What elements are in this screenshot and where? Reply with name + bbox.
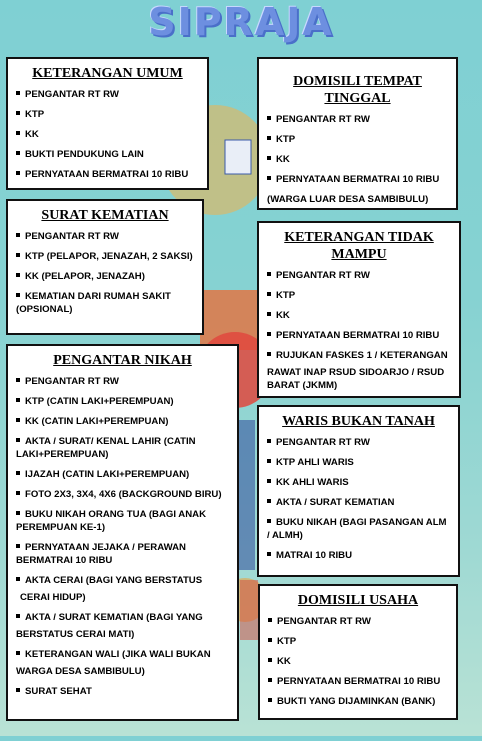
card-pengantar-nikah bbox=[6, 344, 239, 721]
list-item: AKTA / SURAT KEMATIAN (BAGI YANG bbox=[16, 611, 229, 624]
bullet-icon bbox=[267, 499, 271, 503]
bullet-icon bbox=[16, 577, 20, 581]
requirements-list bbox=[16, 375, 229, 698]
bullet-icon bbox=[16, 233, 20, 237]
card-heading: PENGANTAR NIKAH bbox=[53, 353, 192, 368]
list-item: PENGANTAR RT RW bbox=[16, 375, 229, 388]
card-heading: SURAT KEMATIAN bbox=[41, 208, 169, 223]
bullet-icon bbox=[267, 312, 271, 316]
requirements-list bbox=[16, 230, 194, 316]
bullet-icon bbox=[16, 378, 20, 382]
list-item: BUKU NIKAH (BAGI PASANGAN ALM / ALMH) bbox=[267, 517, 447, 541]
bullet-icon bbox=[267, 136, 271, 140]
list-item: KK (PELAPOR, JENAZAH) bbox=[16, 270, 194, 283]
list-item: IJAZAH (CATIN LAKI+PEREMPUAN) bbox=[16, 468, 229, 481]
card-heading: KETERANGAN UMUM bbox=[32, 66, 183, 81]
bullet-icon bbox=[16, 438, 20, 442]
bullet-icon bbox=[16, 151, 20, 155]
list-item-continuation: RAWAT INAP RSUD SIDOARJO / RSUD BARAT (JKMM) bbox=[267, 367, 445, 391]
list-item-continuation: BERSTATUS CERAI MATI) bbox=[16, 629, 135, 640]
bullet-icon bbox=[267, 439, 271, 443]
bullet-icon bbox=[16, 253, 20, 257]
bullet-icon bbox=[16, 651, 20, 655]
card-heading: KETERANGAN TIDAK MAMPU bbox=[284, 230, 434, 262]
card-heading: DOMISILI USAHA bbox=[297, 593, 419, 608]
list-item: KK bbox=[16, 128, 199, 141]
list-item: PENGANTAR RT RW bbox=[267, 269, 451, 282]
list-item: KK bbox=[267, 153, 448, 166]
list-item: KK bbox=[268, 655, 448, 668]
bullet-icon bbox=[268, 658, 272, 662]
list-item: FOTO 2X3, 3X4, 4X6 (BACKGROUND BIRU) bbox=[16, 488, 229, 501]
list-item-continuation: WARGA DESA SAMBIBULU) bbox=[16, 666, 145, 677]
list-item: KK (CATIN LAKI+PEREMPUAN) bbox=[16, 415, 229, 428]
card-keterangan-tidak-mampu bbox=[257, 221, 461, 398]
bullet-icon bbox=[16, 491, 20, 495]
list-item: KTP bbox=[16, 108, 199, 121]
list-item: PERNYATAAN JEJAKA / PERAWAN BERMATRAI 10 RIBU bbox=[16, 542, 186, 566]
list-item: KTP bbox=[267, 289, 451, 302]
list-item: PENGANTAR RT RW bbox=[268, 615, 448, 628]
list-item: SURAT SEHAT bbox=[16, 685, 229, 698]
list-item: KETERANGAN WALI (JIKA WALI BUKAN bbox=[16, 648, 229, 661]
list-item: KTP (PELAPOR, JENAZAH, 2 SAKSI) bbox=[16, 250, 194, 263]
list-item: PERNYATAAN BERMATRAI 10 RIBU bbox=[16, 168, 199, 181]
bullet-icon bbox=[268, 618, 272, 622]
list-item: PERNYATAAN BERMATRAI 10 RIBU bbox=[268, 675, 448, 688]
bullet-icon bbox=[16, 511, 20, 515]
card-waris-bukan-tanah bbox=[257, 405, 460, 577]
list-item: PERNYATAAN BERMATRAI 10 RIBU bbox=[267, 173, 448, 186]
list-item-continuation: (WARGA LUAR DESA SAMBIBULU) bbox=[267, 194, 429, 205]
bullet-icon bbox=[267, 292, 271, 296]
bullet-icon bbox=[16, 544, 20, 548]
page-title: SIPRAJA bbox=[148, 0, 334, 44]
list-item-continuation: CERAI HIDUP) bbox=[20, 592, 86, 603]
bullet-icon bbox=[16, 418, 20, 422]
bullet-icon bbox=[16, 111, 20, 115]
bullet-icon bbox=[16, 688, 20, 692]
list-item: BUKTI YANG DIJAMINKAN (BANK) bbox=[268, 695, 448, 708]
list-item: RUJUKAN FASKES 1 / KETERANGAN bbox=[267, 349, 451, 362]
bullet-icon bbox=[267, 352, 271, 356]
bullet-icon bbox=[16, 293, 20, 297]
bullet-icon bbox=[267, 479, 271, 483]
list-item: PENGANTAR RT RW bbox=[267, 436, 450, 449]
list-item: KK bbox=[267, 309, 451, 322]
bullet-icon bbox=[267, 459, 271, 463]
list-item: KEMATIAN DARI RUMAH SAKIT (OPSIONAL) bbox=[16, 291, 171, 315]
bullet-icon bbox=[268, 638, 272, 642]
bullet-icon bbox=[16, 471, 20, 475]
list-item: KTP bbox=[267, 133, 448, 146]
bullet-icon bbox=[268, 698, 272, 702]
bullet-icon bbox=[16, 131, 20, 135]
list-item: AKTA / SURAT KEMATIAN bbox=[267, 496, 450, 509]
list-item: KK AHLI WARIS bbox=[267, 476, 450, 489]
bullet-icon bbox=[267, 272, 271, 276]
requirements-list bbox=[267, 113, 448, 206]
list-item: PENGANTAR RT RW bbox=[16, 88, 199, 101]
list-item: AKTA / SURAT/ KENAL LAHIR (CATIN LAKI+PEREMPUAN) bbox=[16, 436, 196, 460]
list-item: KTP AHLI WARIS bbox=[267, 456, 450, 469]
list-item: AKTA CERAI (BAGI YANG BERSTATUS bbox=[16, 574, 229, 587]
bullet-icon bbox=[267, 176, 271, 180]
bullet-icon bbox=[267, 519, 271, 523]
card-keterangan-umum bbox=[6, 57, 209, 190]
card-surat-kematian bbox=[6, 199, 204, 335]
list-item: MATRAI 10 RIBU bbox=[267, 549, 450, 562]
requirements-list bbox=[267, 269, 451, 392]
bullet-icon bbox=[267, 332, 271, 336]
list-item: KTP (CATIN LAKI+PEREMPUAN) bbox=[16, 395, 229, 408]
requirements-list bbox=[16, 88, 199, 181]
bullet-icon bbox=[267, 156, 271, 160]
card-heading: WARIS BUKAN TANAH bbox=[282, 414, 435, 429]
list-item: PENGANTAR RT RW bbox=[16, 230, 194, 243]
requirements-list bbox=[268, 615, 448, 708]
bullet-icon bbox=[16, 273, 20, 277]
list-item: PERNYATAAN BERMATRAI 10 RIBU bbox=[267, 329, 451, 342]
card-domisili-tempat-tinggal bbox=[257, 57, 458, 210]
list-item: BUKU NIKAH ORANG TUA (BAGI ANAK PEREMPUAN KE-1) bbox=[16, 509, 207, 533]
list-item: KTP bbox=[268, 635, 448, 648]
list-item: BUKTI PENDUKUNG LAIN bbox=[16, 148, 199, 161]
bullet-icon bbox=[267, 552, 271, 556]
bullet-icon bbox=[16, 398, 20, 402]
requirements-list bbox=[267, 436, 450, 562]
bullet-icon bbox=[16, 614, 20, 618]
card-domisili-usaha bbox=[258, 584, 458, 720]
card-heading: DOMISILI TEMPAT TINGGAL bbox=[293, 74, 422, 106]
bullet-icon bbox=[267, 116, 271, 120]
list-item: PENGANTAR RT RW bbox=[267, 113, 448, 126]
bullet-icon bbox=[16, 171, 20, 175]
bullet-icon bbox=[16, 91, 20, 95]
bullet-icon bbox=[268, 678, 272, 682]
